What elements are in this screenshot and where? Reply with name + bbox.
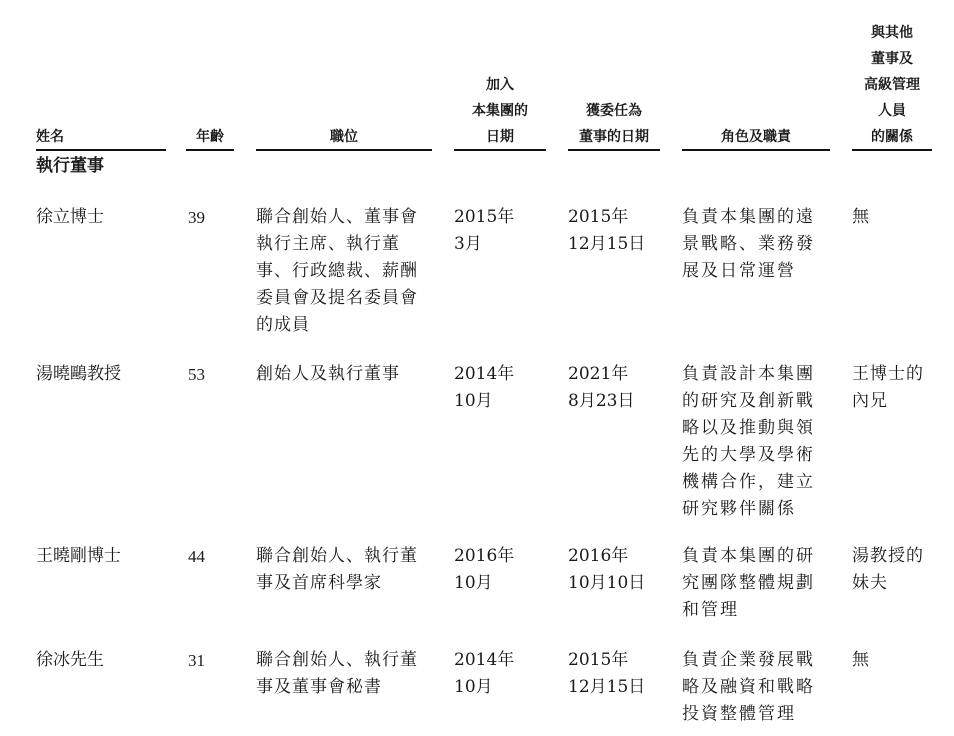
header-rule-name [36,149,166,151]
role-line: 負責本集團的遠 [682,207,815,227]
cell-position [256,361,400,388]
cell-join-date [454,647,514,701]
header-relationship [852,20,932,150]
header-age [186,124,234,150]
header-join-date [454,72,546,150]
cell-name [36,543,121,570]
appointment-date-line: 8月23日 [568,391,635,411]
position-line: 創始人及執行董事 [256,364,400,384]
cell-relationship [852,204,870,231]
position-line: 聯合創始人、董事會 [256,207,418,227]
role-line: 展及日常運營 [682,261,796,281]
age-text: 44 [188,547,205,566]
age-text: 53 [188,365,205,384]
appointment-date-line: 10月10日 [568,573,646,593]
appointment-date-line: 12月15日 [568,677,646,697]
header-rule-age [186,149,234,151]
appointment-date-line: 2015年 [568,207,629,227]
header-name-line: 姓名 [36,129,64,145]
role-line: 的研究及創新戰 [682,391,815,411]
cell-appointment-date [568,543,645,597]
join-date-line: 2015年 [454,207,515,227]
position-line: 事、行政總裁、薪酬 [256,261,418,281]
header-role-line: 角色及職責 [721,129,791,145]
position-line: 事及董事會秘書 [256,677,382,697]
header-rule-role [682,149,830,151]
header-name [36,124,76,150]
cell-position [256,543,418,597]
header-relationship-line: 高級管理 [864,77,920,93]
header-join-date-line: 加入 [486,77,514,93]
header-rule-position [256,149,432,151]
cell-name [36,361,121,388]
cell-age [188,204,205,231]
position-line: 聯合創始人、執行董 [256,546,418,566]
appointment-date-line: 2021年 [568,364,629,384]
header-appointment-date [568,98,660,150]
header-relationship-line: 董事及 [871,51,913,67]
role-line: 負責設計本集團 [682,364,815,384]
cell-appointment-date [568,204,645,258]
cell-join-date [454,543,514,597]
role-line: 機構合作，建立 [682,472,815,492]
role-line: 略以及推動與領 [682,418,815,438]
cell-position [256,647,418,701]
cell-appointment-date [568,647,645,701]
relationship-line: 湯教授的 [852,546,924,566]
join-date-line: 10月 [454,677,493,697]
role-line: 研究夥伴關係 [682,499,796,519]
role-line: 景戰略、業務發 [682,234,815,254]
cell-position [256,204,418,339]
cell-name [36,647,104,674]
join-date-line: 2014年 [454,364,515,384]
appointment-date-line: 2016年 [568,546,629,566]
header-rule-appointment-date [568,149,660,151]
cell-age [188,543,205,570]
header-rule-join-date [454,149,546,151]
position-line: 事及首席科學家 [256,573,382,593]
header-join-date-line: 本集團的 [472,103,528,119]
name-text: 王曉剛博士 [36,546,121,566]
role-line: 負責企業發展戰 [682,650,815,670]
cell-join-date [454,361,514,415]
name-text: 湯曉鷗教授 [36,364,121,384]
role-line: 投資整體管理 [682,704,796,724]
relationship-line: 王博士的 [852,364,924,384]
header-role [682,124,830,150]
join-date-line: 3月 [454,234,482,254]
role-line: 先的大學及學術 [682,445,815,465]
header-relationship-line: 的關係 [871,129,913,145]
section-title: 執行董事 [36,156,104,176]
header-position [256,124,432,150]
appointment-date-line: 2015年 [568,650,629,670]
appointment-date-line: 12月15日 [568,234,646,254]
position-line: 聯合創始人、執行董 [256,650,418,670]
header-appointment-date-line: 董事的日期 [579,129,649,145]
cell-age [188,361,205,388]
role-line: 略及融資和戰略 [682,677,815,697]
role-line: 和管理 [682,600,739,620]
cell-relationship [852,543,924,597]
header-age-line: 年齡 [196,129,224,145]
header-relationship-line: 與其他 [871,25,913,41]
join-date-line: 10月 [454,573,493,593]
cell-role [682,361,815,523]
cell-relationship [852,647,870,674]
relationship-line: 妹夫 [852,573,888,593]
cell-relationship [852,361,924,415]
relationship-line: 無 [852,207,870,227]
header-join-date-line: 日期 [486,129,514,145]
role-line: 究團隊整體規劃 [682,573,815,593]
age-text: 31 [188,651,205,670]
name-text: 徐立博士 [36,207,104,227]
position-line: 執行主席、執行董 [256,234,400,254]
cell-role [682,204,815,285]
position-line: 委員會及提名委員會 [256,288,418,308]
join-date-line: 10月 [454,391,493,411]
relationship-line: 無 [852,650,870,670]
age-text: 39 [188,208,205,227]
join-date-line: 2016年 [454,546,515,566]
cell-name [36,204,104,231]
cell-role [682,543,815,624]
relationship-line: 內兄 [852,391,888,411]
role-line: 負責本集團的研 [682,546,815,566]
header-appointment-date-line: 獲委任為 [586,103,642,119]
join-date-line: 2014年 [454,650,515,670]
header-rule-relationship [852,149,932,151]
cell-appointment-date [568,361,634,415]
header-relationship-line: 人員 [878,103,906,119]
position-line: 的成員 [256,315,310,335]
name-text: 徐冰先生 [36,650,104,670]
cell-age [188,647,205,674]
cell-join-date [454,204,514,258]
cell-role [682,647,815,728]
header-position-line: 職位 [330,129,358,145]
